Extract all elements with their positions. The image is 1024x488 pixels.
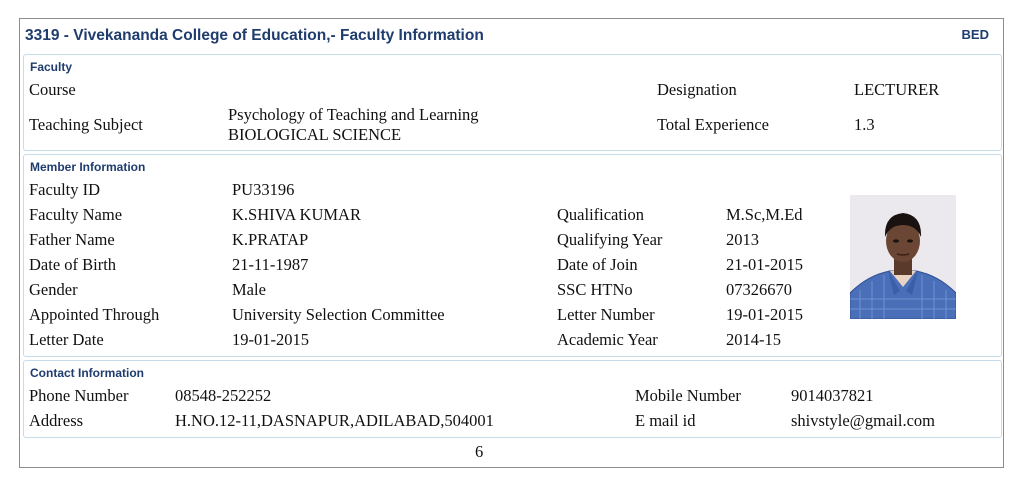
faculty-photo	[850, 195, 956, 319]
course-code: BED	[961, 27, 989, 42]
letter-date-value: 19-01-2015	[232, 330, 309, 349]
letter-number-label: Letter Number	[557, 305, 655, 324]
letter-date-label: Letter Date	[29, 330, 104, 349]
faculty-section-title: Faculty	[30, 60, 73, 74]
course-label: Course	[29, 80, 76, 99]
father-name-label: Father Name	[29, 230, 115, 249]
address-value: H.NO.12-11,DASNAPUR,ADILABAD,504001	[175, 411, 494, 430]
designation-value: LECTURER	[854, 80, 940, 99]
faculty-id-value: PU33196	[232, 180, 295, 199]
ssc-htno-value: 07326670	[726, 280, 792, 299]
appointed-through-value: University Selection Committee	[232, 305, 445, 324]
qualifying-year-label: Qualifying Year	[557, 230, 663, 249]
date-of-birth-label: Date of Birth	[29, 255, 117, 274]
teaching-subject-value-line1: Psychology of Teaching and Learning	[228, 105, 479, 124]
academic-year-value: 2014-15	[726, 330, 781, 349]
gender-value: Male	[232, 280, 266, 299]
total-experience-value: 1.3	[854, 115, 875, 134]
phone-number-label: Phone Number	[29, 386, 129, 405]
mobile-number-label: Mobile Number	[635, 386, 741, 405]
date-of-birth-value: 21-11-1987	[232, 255, 309, 274]
total-experience-label: Total Experience	[657, 115, 769, 134]
date-of-join-value: 21-01-2015	[726, 255, 803, 274]
contact-section-title: Contact Information	[30, 366, 144, 380]
address-label: Address	[29, 411, 84, 430]
email-label: E mail id	[635, 411, 696, 430]
mobile-number-value: 9014037821	[791, 386, 874, 405]
faculty-section	[23, 54, 1002, 151]
faculty-name-value: K.SHIVA KUMAR	[232, 205, 361, 224]
page-number: 6	[475, 442, 484, 461]
qualification-label: Qualification	[557, 205, 645, 224]
member-section-title: Member Information	[30, 160, 146, 174]
appointed-through-label: Appointed Through	[29, 305, 160, 324]
letter-number-value: 19-01-2015	[726, 305, 803, 324]
father-name-value: K.PRATAP	[232, 230, 309, 249]
portrait-image	[850, 195, 956, 319]
contact-information-section	[23, 360, 1002, 438]
qualifying-year-value: 2013	[726, 230, 759, 249]
email-value: shivstyle@gmail.com	[791, 411, 935, 430]
date-of-join-label: Date of Join	[557, 255, 638, 274]
teaching-subject-value-line2: BIOLOGICAL SCIENCE	[228, 125, 402, 144]
page-title: 3319 - Vivekananda College of Education,- Faculty Information	[25, 27, 484, 44]
phone-number-value: 08548-252252	[175, 386, 272, 405]
designation-label: Designation	[657, 80, 737, 99]
faculty-id-label: Faculty ID	[29, 180, 101, 199]
teaching-subject-label: Teaching Subject	[29, 115, 143, 134]
gender-label: Gender	[29, 280, 78, 299]
academic-year-label: Academic Year	[557, 330, 658, 349]
ssc-htno-label: SSC HTNo	[557, 280, 633, 299]
faculty-name-label: Faculty Name	[29, 205, 123, 224]
qualification-value: M.Sc,M.Ed	[726, 205, 803, 224]
